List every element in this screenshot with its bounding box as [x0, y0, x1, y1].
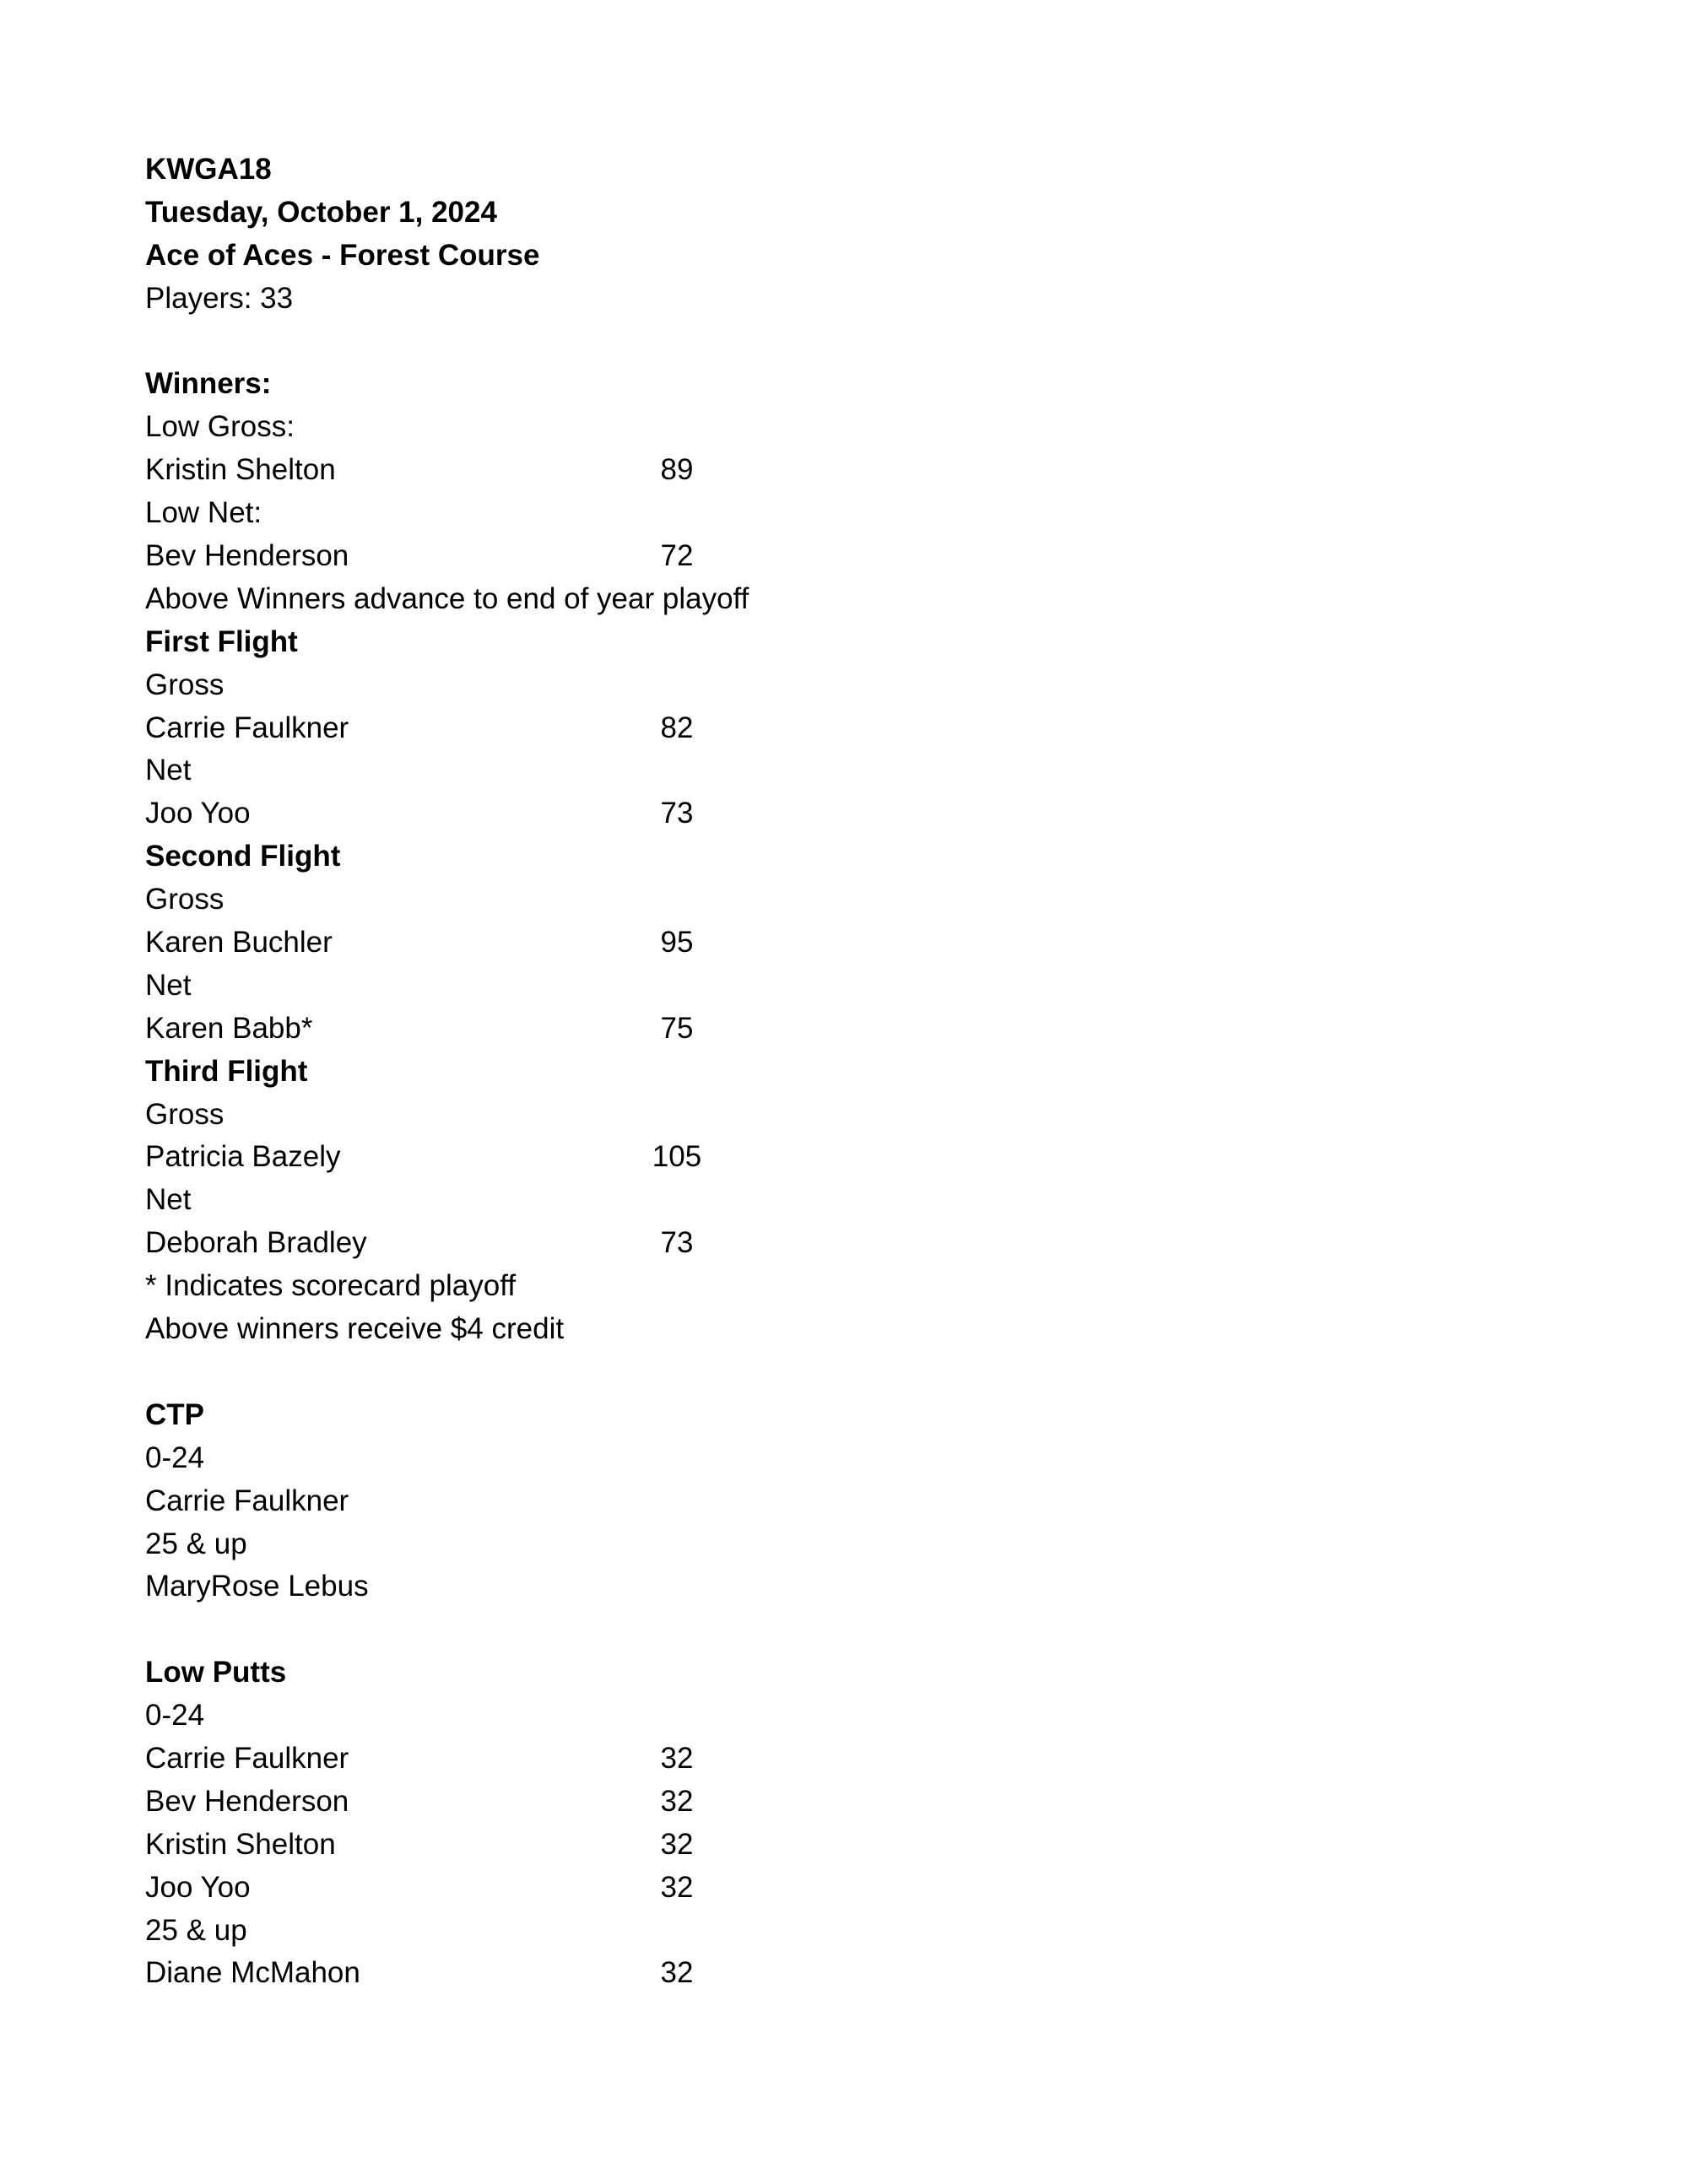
- handicap-group-label: 0-24: [145, 1441, 205, 1474]
- player-name: Carrie Faulkner: [145, 1484, 349, 1517]
- player-score: 95: [660, 926, 694, 960]
- player-name: Patricia Bazely: [145, 1140, 341, 1174]
- handicap-group-label: 0-24: [145, 1699, 205, 1733]
- player-name: Carrie Faulkner: [145, 1741, 349, 1775]
- league-title: KWGA18: [145, 153, 272, 186]
- credit-note: Above winners receive $4 credit: [145, 1312, 565, 1346]
- ctp-heading: CTP: [145, 1397, 204, 1431]
- player-score: 75: [660, 1011, 694, 1045]
- gross-label: Gross: [145, 883, 225, 916]
- player-score: 89: [660, 453, 694, 487]
- player-name: MaryRose Lebus: [145, 1570, 369, 1603]
- player-name: Joo Yoo: [145, 797, 251, 830]
- result-row: [145, 1738, 1158, 1781]
- result-row: [145, 922, 1158, 965]
- gross-label: Gross: [145, 1097, 225, 1131]
- advance-note: Above Winners advance to end of year playoff: [145, 581, 749, 615]
- flight-heading: Third Flight: [145, 1054, 308, 1088]
- player-score: 32: [660, 1741, 694, 1775]
- result-row: [145, 535, 1158, 578]
- low-net-label: Low Net:: [145, 496, 262, 530]
- player-score: 72: [660, 539, 694, 573]
- playoff-note: * Indicates scorecard playoff: [145, 1269, 517, 1303]
- player-score: 32: [660, 1784, 694, 1818]
- result-row: [145, 707, 1158, 750]
- player-score: 73: [660, 797, 694, 830]
- player-score: 73: [660, 1226, 694, 1260]
- result-row: [145, 1781, 1158, 1824]
- result-row: [145, 1867, 1158, 1910]
- spacer: [145, 1351, 1158, 1394]
- result-row: [145, 1136, 1158, 1179]
- player-score: 32: [660, 1870, 694, 1904]
- result-row: [145, 449, 1158, 492]
- net-label: Net: [145, 754, 192, 787]
- player-name: Carrie Faulkner: [145, 711, 349, 744]
- gross-label: Gross: [145, 668, 225, 701]
- result-row: [145, 1952, 1158, 1995]
- result-row: [145, 1824, 1158, 1867]
- results-document: [145, 149, 1158, 1995]
- handicap-group-label: 25 & up: [145, 1913, 247, 1947]
- player-name: Deborah Bradley: [145, 1226, 367, 1260]
- low-gross-label: Low Gross:: [145, 410, 295, 444]
- result-row: [145, 1222, 1158, 1265]
- winners-heading: Winners:: [145, 367, 272, 401]
- player-score: 105: [652, 1140, 702, 1174]
- player-score: 32: [660, 1827, 694, 1861]
- event-date: Tuesday, October 1, 2024: [145, 195, 497, 229]
- player-score: 82: [660, 711, 694, 744]
- result-row: [145, 792, 1158, 835]
- player-name: Bev Henderson: [145, 1784, 349, 1818]
- player-count: Players: 33: [145, 281, 294, 315]
- player-name: Kristin Shelton: [145, 453, 336, 487]
- flight-heading: Second Flight: [145, 840, 341, 873]
- flight-heading: First Flight: [145, 624, 298, 658]
- event-name: Ace of Aces - Forest Course: [145, 238, 540, 272]
- low-putts-heading: Low Putts: [145, 1656, 287, 1689]
- player-name: Diane McMahon: [145, 1956, 360, 1990]
- player-name: Joo Yoo: [145, 1870, 251, 1904]
- player-name: Bev Henderson: [145, 539, 349, 573]
- player-name: Karen Buchler: [145, 926, 333, 960]
- handicap-group-label: 25 & up: [145, 1527, 247, 1560]
- player-score: 32: [660, 1956, 694, 1990]
- result-row: [145, 1008, 1158, 1051]
- player-name: Karen Babb*: [145, 1011, 313, 1045]
- player-name: Kristin Shelton: [145, 1827, 336, 1861]
- spacer: [145, 321, 1158, 364]
- net-label: Net: [145, 1183, 192, 1217]
- net-label: Net: [145, 968, 192, 1002]
- spacer: [145, 1608, 1158, 1652]
